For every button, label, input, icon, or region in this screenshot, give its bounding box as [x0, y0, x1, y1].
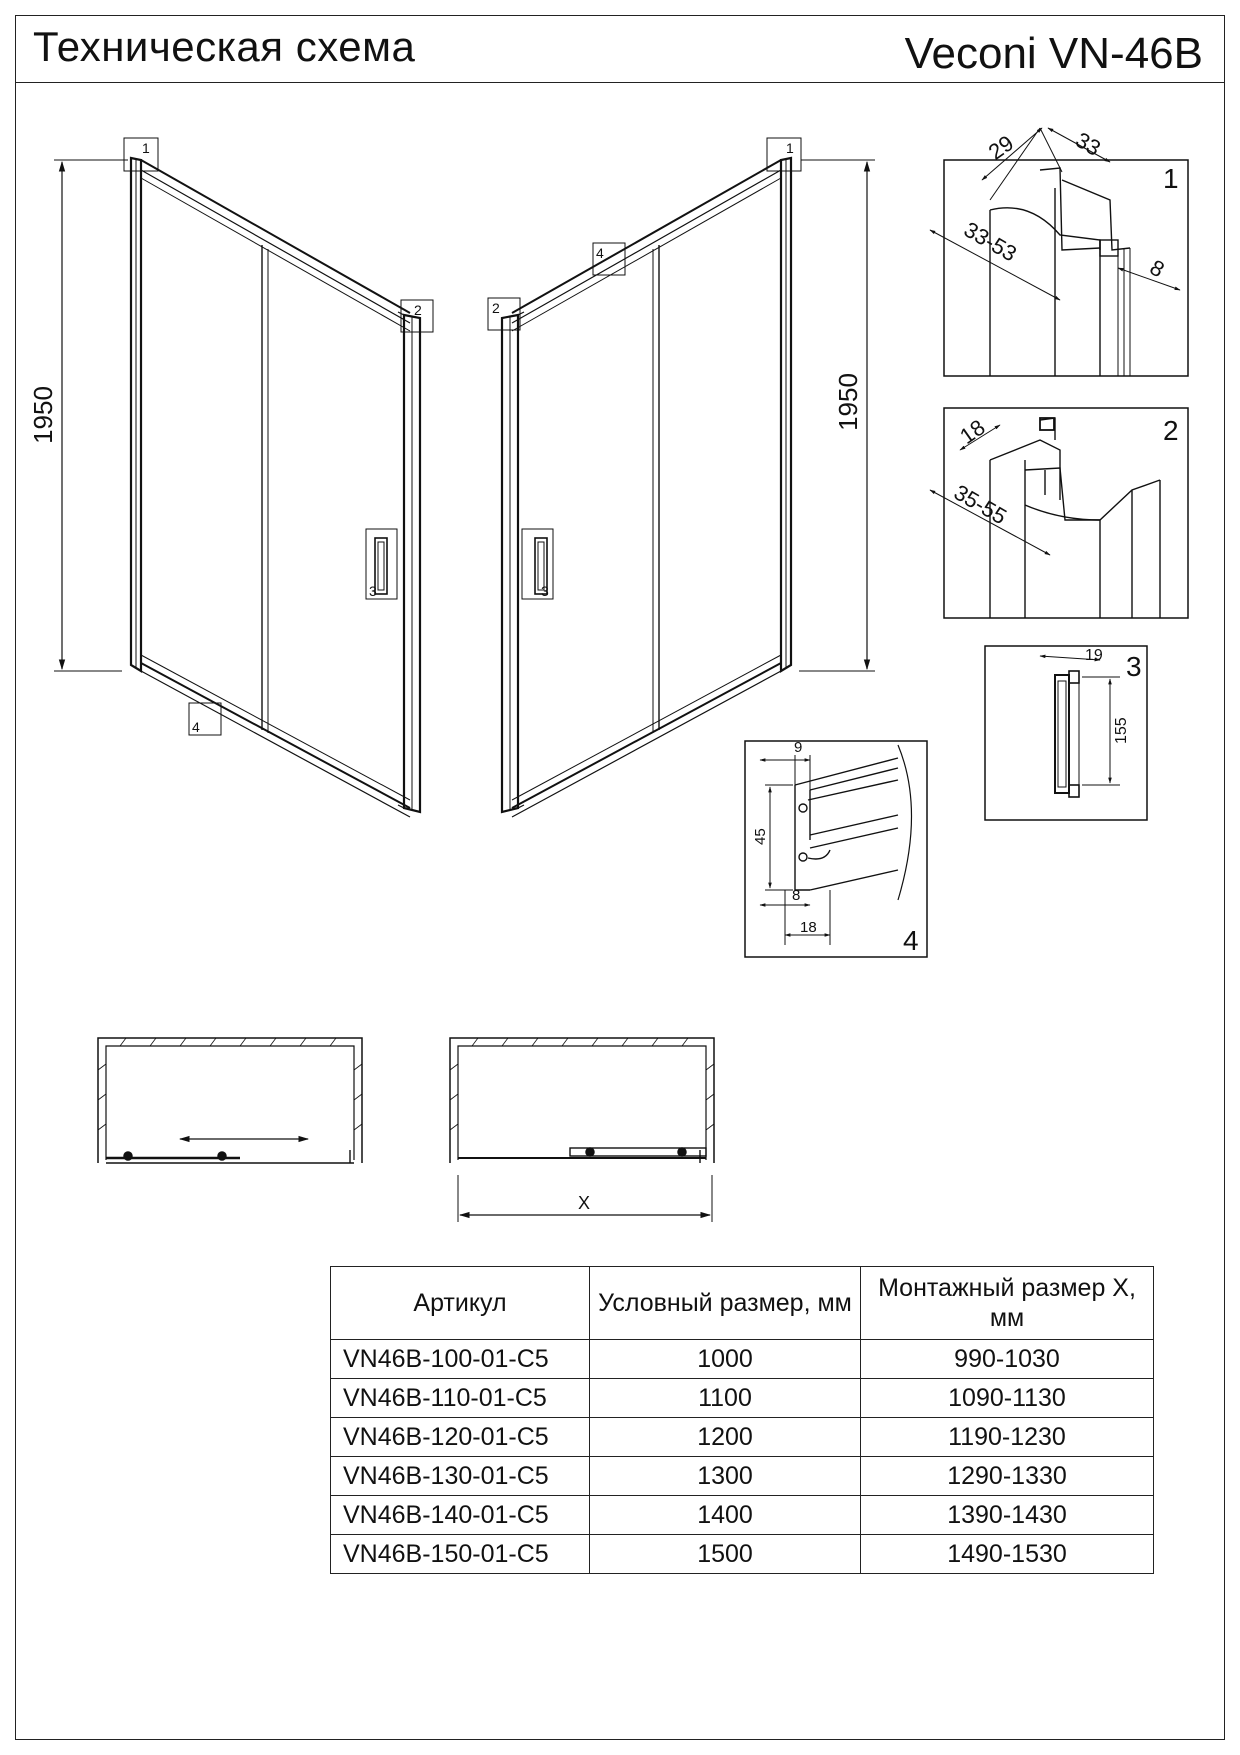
detail-4-number: 4 — [903, 925, 919, 956]
table-row — [331, 1535, 1154, 1574]
header-mounting-size: Монтажный размер X, мм — [861, 1267, 1154, 1340]
detail-4-bottom-profile — [745, 741, 927, 957]
table-row — [331, 1379, 1154, 1418]
model-name: Veconi VN-46B — [904, 29, 1203, 78]
nominal-size-cell: 1000 — [590, 1340, 861, 1379]
callout-3-left: 3 — [369, 583, 377, 599]
plan-view-left — [98, 1038, 362, 1163]
callout-4-right: 4 — [596, 245, 604, 261]
mounting-size-cell: 1390-1430 — [861, 1496, 1154, 1535]
height-dimension-right: 1950 — [833, 373, 863, 431]
nominal-size-cell: 1400 — [590, 1496, 861, 1535]
article-cell: VN46B-110-01-C5 — [331, 1379, 590, 1418]
mounting-size-cell: 1290-1330 — [861, 1457, 1154, 1496]
table-row — [331, 1340, 1154, 1379]
detail-3-labels — [1085, 647, 1142, 744]
callout-4-left: 4 — [192, 719, 200, 735]
nominal-size-cell: 1500 — [590, 1535, 861, 1574]
article-cell: VN46B-130-01-C5 — [331, 1457, 590, 1496]
detail-3-dim-19: 19 — [1085, 647, 1103, 664]
article-cell: VN46B-100-01-C5 — [331, 1340, 590, 1379]
header-article: Артикул — [331, 1267, 590, 1340]
header-nominal-size: Условный размер, мм — [590, 1267, 861, 1340]
table-row — [331, 1418, 1154, 1457]
mounting-size-cell: 1490-1530 — [861, 1535, 1154, 1574]
detail-1-dim-33-53: 33-53 — [959, 216, 1022, 267]
detail-3-number: 3 — [1126, 651, 1142, 682]
callout-3-right: 3 — [541, 583, 549, 599]
detail-1-number: 1 — [1163, 163, 1179, 194]
detail-1-wall-profile — [930, 128, 1188, 376]
detail-4-dim-8: 8 — [792, 887, 801, 904]
spec-table-header — [331, 1267, 1154, 1340]
mounting-size-cell: 1090-1130 — [861, 1379, 1154, 1418]
callout-2-left: 2 — [414, 302, 422, 318]
detail-2-dim-18: 18 — [955, 414, 990, 449]
detail-3-dim-155: 155 — [1113, 717, 1130, 744]
detail-1-dim-33: 33 — [1071, 127, 1106, 161]
nominal-size-cell: 1300 — [590, 1457, 861, 1496]
nominal-size-cell: 1100 — [590, 1379, 861, 1418]
front-view-left-labels — [28, 140, 422, 735]
callout-2-right: 2 — [492, 300, 500, 316]
detail-1-labels — [960, 127, 1179, 282]
callout-1-right: 1 — [786, 140, 794, 156]
callout-1-left: 1 — [142, 140, 150, 156]
detail-2-dim-35-55: 35-55 — [949, 479, 1011, 530]
height-dimension-left: 1950 — [28, 386, 58, 444]
detail-2-number: 2 — [1163, 415, 1179, 446]
nominal-size-cell: 1200 — [590, 1418, 861, 1457]
mounting-size-cell: 1190-1230 — [861, 1418, 1154, 1457]
table-row — [331, 1496, 1154, 1535]
detail-1-dim-29: 29 — [983, 130, 1019, 165]
article-cell: VN46B-120-01-C5 — [331, 1418, 590, 1457]
detail-4-labels — [752, 739, 919, 956]
page-title: Техническая схема — [33, 23, 416, 70]
detail-4-dim-45: 45 — [752, 828, 769, 845]
width-x-label: X — [578, 1193, 591, 1213]
mounting-size-cell: 990-1030 — [861, 1340, 1154, 1379]
front-view-right — [488, 138, 875, 817]
front-view-right-labels — [492, 140, 863, 599]
table-row — [331, 1457, 1154, 1496]
spec-table — [330, 1266, 1154, 1574]
detail-4-dim-18: 18 — [800, 919, 817, 936]
detail-4-dim-9: 9 — [794, 739, 803, 756]
article-cell: VN46B-140-01-C5 — [331, 1496, 590, 1535]
article-cell: VN46B-150-01-C5 — [331, 1535, 590, 1574]
front-view-left — [54, 138, 433, 817]
detail-1-dim-8: 8 — [1145, 254, 1169, 283]
